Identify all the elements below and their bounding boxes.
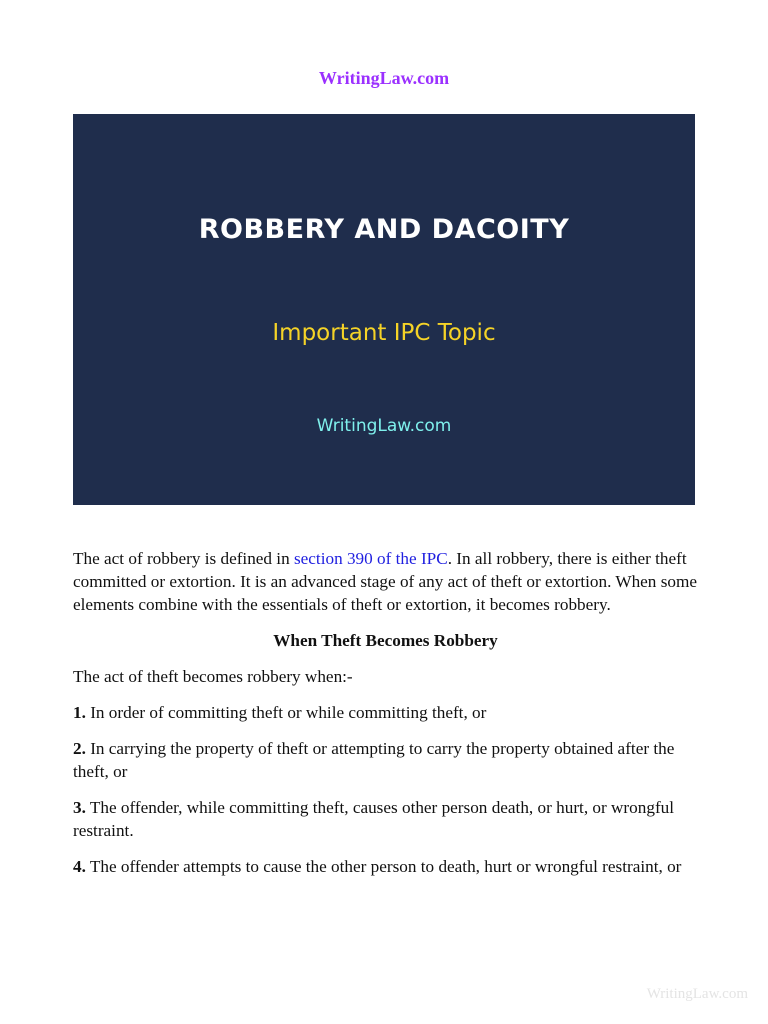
banner-image — [73, 114, 695, 505]
banner-title: ROBBERY AND DACOITY — [198, 214, 570, 245]
section-lead: The act of theft becomes robbery when:- — [73, 667, 353, 686]
footer-watermark: WritingLaw.com — [646, 986, 748, 1002]
list-item-number: 3. — [73, 798, 86, 817]
section-390-link[interactable]: section 390 of the IPC — [293, 549, 448, 568]
list-item-text: The offender, while committing theft, causes other person death, or hurt, or wrongful restraint. — [73, 798, 675, 840]
list-item-number: 1. — [73, 703, 86, 722]
list-item-number: 4. — [73, 857, 86, 876]
list-item — [73, 701, 698, 724]
section-heading: When Theft Becomes Robbery — [273, 631, 498, 650]
banner-site-name: WritingLaw.com — [316, 416, 452, 436]
article-content — [73, 547, 698, 891]
intro-text-start: The act of robbery is defined in — [73, 549, 294, 568]
list-item-text: In carrying the property of theft or attempting to carry the property obtained after the theft, or — [73, 739, 675, 781]
list-item-text: The offender attempts to cause the other person to death, hurt or wrongful restraint, or — [85, 857, 682, 876]
intro-paragraph — [73, 547, 698, 616]
list-item — [73, 855, 698, 878]
list-item-text: In order of committing theft or while committing theft, or — [85, 703, 487, 722]
banner-subtitle: Important IPC Topic — [272, 320, 496, 346]
site-title-link[interactable]: WritingLaw.com — [318, 68, 450, 88]
list-item — [73, 737, 698, 783]
intro-text-end: . In all robbery, there is either theft committed or extortion. It is an advanced stage of any act of theft or extortion. When some elements combine with the essentials of theft or extortion, it becomes robbery. — [73, 549, 697, 614]
list-item-number: 2. — [73, 739, 86, 758]
list-item — [73, 796, 698, 842]
